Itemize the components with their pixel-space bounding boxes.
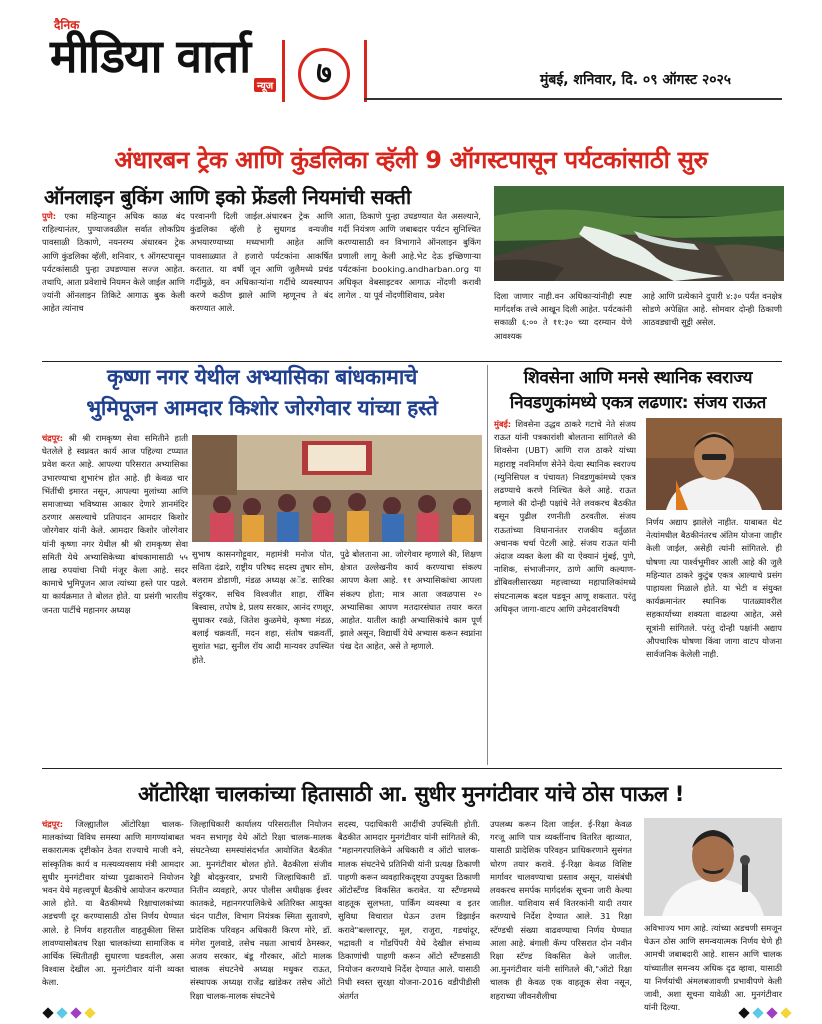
story4-col1 (42, 818, 184, 1018)
page-number: ७ (316, 56, 332, 91)
story4-photo-mungantiwar (644, 818, 782, 916)
column-divider (487, 365, 488, 765)
story3-headline-line1: शिवसेना आणि मनसे स्थानिक स्वराज्य (523, 368, 753, 388)
masthead-divider (282, 40, 285, 102)
masthead-tag: दैनिक (54, 18, 80, 32)
masthead-suffix: न्यूज (254, 78, 276, 92)
story4-headline: ऑटोरिक्षा चालकांच्या हितासाठी आ. सुधीर मुनगंटीवार यांचे ठोस पाऊल ! (137, 782, 685, 806)
story4-col4-text: उपलब्ध करून दिला जाईल. ई-रिक्षा केवळ गरजू आणि पात्र व्यक्तींनाच वितरित व्हाव्यात, यासाठी प्रादेशिक परिवहन प्राधिकरणाने सुसंगत धोरण तयार करावे. ई-रिक्षा केवळ विशिष्ट मार्गावर चालवण्याचा प्रस्ताव असून, यासंबंधी लवकरच समर्पक मार्गदर्शक सूचना जारी केल्या जातील. याशिवाय सर्व वितरकांनी यादी तयार करण्याचे निर्देश देण्यात आले. 31 रिक्षा स्टॅण्डची संख्या वाढवण्याचा निर्णय घेण्यात आला आहे. बंगाली कॅम्प परिसरात दोन नवीन रिक्षा स्टॅण्ड विकसित केले जातील. आ.मुनगंटीवार यांनी सांगितले की,"ऑटो रिक्षा चालक ही केवळ एक वाहतूक सेवा नसून, शहराच्या जीवनशैलीचा (490, 819, 632, 1001)
story2-col2-text: सुभाष कासनगोट्टूवार, महामंत्री मनोज पोत, सविता दंढारे, राष्ट्रीय परिषद सदस्य तुषार सोम, बलराम डोडाणी, मंडळ अध्यक्ष अॅड. सारिका संदुरकर, सचिव विश्वजीत शाहा, रॉबिन बिस्वास, तपोष डे, प्रलय सरकार, आनंद रणशूर, सुधाकर रवळे, जितेश कुळमेथे, कृष्णा मंडळ, बलाई चक्रवर्ती, मदन शहा, संतोष चक्रवर्ती, सुशांत भद्रा, सुनील रॉय आदी मान्यवर उपस्थित होते. (192, 549, 334, 665)
story4-col2 (190, 818, 332, 1018)
bhoomipujan-event-image (192, 435, 482, 542)
story2-headline-line1: कृष्णा नगर येथील अभ्यासिका बांधकामाचे (106, 365, 418, 389)
story1-col2 (190, 210, 333, 354)
masthead-divider-right (364, 40, 367, 102)
story1-bottom-rule (42, 361, 782, 362)
story4-col3-text: सदस्य, पदाधिकारी आदींची उपस्थिती होती. बैठकीत आमदार मुनगंटीवार यांनी सांगितले की, "महानगरपालिकेने अधिकारी व ऑटो चालक-मालक संघटनेचे प्रतिनिधी यांनी प्रत्यक्ष ठिकाणी पाहणी करून व्यवहारिकदृष्ट्या उपयुक्त ठिकाणी ऑटोस्टँण्ड विकसित करावेत. या स्टँण्डमध्ये वाहतूक सुलभता, पार्किंग व्यवस्था व इतर सुविधा विचारात घेऊन उत्तम डिझाईन करावे"बल्लारपूर, मूल, राजुरा, गडचांदूर, भद्रावती व गोंडपिंपरी येथे देखील संभाव्य ठिकाणांची पाहणी करून ऑटो स्टँण्डसाठी नियोजन करण्याचे निर्देश देण्यात आले. यासाठी निधी स्वस्त सुरक्षा योजना-2016 वडीपीडीसी अंतर्गत (338, 819, 480, 1001)
story1-col4 (494, 290, 632, 356)
decor-dot (84, 1007, 95, 1018)
decor-dots-right (740, 1009, 790, 1017)
story1-headline: अंधारबन ट्रेक आणि कुंडलिका व्हॅली 9 ऑगस्टपासून पर्यटकांसाठी सुरु (114, 146, 708, 174)
dateline: मुंबई, शनिवार, दि. ०९ ऑगस्ट २०२५ (540, 72, 732, 88)
decor-dot (780, 1007, 791, 1018)
story3-dateline: मुंबई: (494, 419, 512, 429)
story1-col3-text: आता, ठिकाणे पुन्हा उघडण्यात येत असल्याने, गर्दी नियंत्रण आणि जबाबदार पर्यटन सुनिश्चित करण्यासाठी वन विभागाने ऑनलाइन बुकिंग प्रणाली लागू केली आहे.भेट देऊ इच्छिणाऱ्या पर्यटकांना booking.andharban.org या अधिकृत वेबसाइटवर आगाऊ नोंदणी करावी लागेल . या पूर्व नोंदणीशिवाय, प्रवेश (338, 211, 481, 301)
story4-col2-text: जिल्हाधिकारी कार्यालय परिसरातील नियोजन भवन सभागृह येथे ऑटो रिक्षा चालक-मालक संघटनेच्या समस्यांसंदर्भात आयोजित बैठकीत आ. मुनगंटीवार बोलत होते. बैठकीला संजीव रेड्डी बोदकुरवार, प्रभारी जिल्हाधिकारी डॉ. नितीन व्यवहारे, अपर पोलीस अधीक्षक ईश्वर कातकडे, महानगरपालिकेचे अतिरिक्त आयुक्त चंदन पाटील, विभाग नियंत्रक स्मिता सुतावणे, प्रादेशिक परिवहन अधिकारी किरण मोरे, डॉ. मंगेश गुलवाडे, तसेच नम्रता आचार्य ठेमस्कर, अजय सरकार, बंडू गौरकार, ऑटो मालक चालक संघटनेचे अध्यक्ष मधुकर राऊत, संस्थापक अध्यक्ष राजेंद्र खांडेकर तसेच ऑटो रिक्षा चालक-मालक संघटनेचे (190, 819, 332, 1001)
story3-col-right-text: निर्णय अद्याप झालेले नाहीत. याबाबत थेट नेत्यांमधील बैठकीनंतरच अंतिम योजना जाहीर केली जाईल, असेही त्यांनी सांगितले. ही घोषणा त्या पार्श्वभूमीवर आली आहे की जुलै महिन्यात ठाकरे कुटुंब एकत्र आल्याचे प्रसंग पाहायला मिळाले होते. या भेटी व संयुक्त कार्यक्रमानंतर स्थानिक पातळ्यावरील सहकार्याच्या शक्यता वाढल्या आहेत, असे सूत्रांनी सांगितले. परंतु दोन्ही पक्षांनी अद्याप औपचारिक घोषणा किंवा जागा वाटप योजना सार्वजनिक केलेली नाही. (646, 517, 782, 660)
story1-col5 (642, 290, 782, 356)
story2-headline-line2: भुमिपूजन आमदार किशोर जोरगेवार यांच्या हस्ते (86, 396, 438, 420)
masthead (0, 0, 822, 110)
story4-col3 (338, 818, 480, 1018)
story4-col1-text: जिल्ह्यातील ऑटोरिक्षा चालक-मालकांच्या विविध समस्या आणि मागण्यांबाबत सकारात्मक दृष्टीकोन ठेवत राज्याचे माजी वने, सांस्कृतिक कार्य व मत्स्यव्यवसाय मंत्री आमदार सुधीर मुनगंटीवार यांच्या पुढाकाराने नियोजन भवन येथे महत्त्वपूर्ण बैठकीचे आयोजन करण्यात आले होते. या बैठकीमध्ये रिक्षाचालकांच्या अडचणी दूर करण्यासाठी ठोस निर्णय घेण्यात आले. हे निर्णय शहरातील वाहतुकीला शिस्त लावण्यासोबतच रिक्षा चालकांच्या सामाजिक व आर्थिक स्थितीतही सुधारणा घडवतील, असा विश्वास देखील आ. मुनगंटीवार यांनी व्यक्त केला. (42, 819, 184, 988)
story1-col2-text: परवानगी दिली जाईल.अंधारबन ट्रेक आणि कुंडलिका व्हॅली हे सुधागड वन्यजीव अभयारण्याच्या मध्यभागी आहेत आणि पावसाळ्यात ते हजारो पर्यटकांना आकर्षित करतात. या वर्षी जून आणि जुलैमध्ये प्रचंड गर्दीमुळे, वन अधिकाऱ्यांना गर्दीचे व्यवस्थापन करणे कठीण झाले आणि म्हणूनच ते बंद करण्यात आले. (190, 211, 333, 314)
portrait-image (644, 818, 782, 916)
decor-dot (56, 1007, 67, 1018)
waterfall-image (494, 186, 784, 281)
story3-col-left (494, 418, 636, 764)
decor-dot (42, 1007, 53, 1018)
story2-col3 (340, 548, 482, 764)
decor-dot (738, 1007, 749, 1018)
page-number-badge (298, 48, 350, 100)
story1-dateline: पुणे: (42, 211, 57, 221)
portrait-image (646, 418, 782, 510)
story1-subhead: ऑनलाइन बुकिंग आणि इको फ्रेंडली नियमांची सक्ती (44, 185, 411, 209)
story2-dateline: चंद्रपूर: (42, 433, 64, 443)
story1-col4-text: दिला जाणार नाही.वन अधिकाऱ्यांनीही स्पष्ट मार्गदर्शक तत्त्वे आखून दिली आहेत. पर्यटकांनी सकाळी ६:०० ते ११:३० च्या दरम्यान येणे आवश्यक (494, 291, 632, 341)
story2-col1-text: श्री श्री रामकृष्ण सेवा समितीने हाती घेतलेले हे स्वप्नवत कार्य आज पहिल्या टप्प्यात प्रवेश करत आहे. आपल्या परिसरात अभ्यासिका उभारण्याचा शुभारंभ होत आहे. ही केवळ चार भिंतींची इमारत नसून, आपल्या मुलांच्या आणि समाजाच्या भविष्यास आकार देणारे ज्ञानमंदिर ठरणार असल्याचे प्रतिपादन आमदार किशोर जोरगेवार यांनी केले. आमदार किशोर जोरगेवार यांनी कृष्णा नगर येथील श्री श्री रामकृष्ण सेवा समिती येथे अभ्यासिकेच्या बांधकामासाठी ५५ लाख रुपयांचा निधी मंजूर केला आहे. सदर कामाचे भुमिपूजन आज त्यांच्या हस्ते पार पडले. या कार्यक्रमात ते बोलत होते. या प्रसंगी भारतीय जनता पार्टीचे महानगर अध्यक्ष (42, 433, 188, 615)
masthead-rule (364, 98, 782, 100)
story2-col2 (192, 548, 334, 764)
story1-photo-waterfall (494, 186, 784, 281)
story4-col5-text: अविभाज्य भाग आहे. त्यांच्या अडचणी समजून घेऊन ठोस आणि समन्वयात्मक निर्णय घेणे ही आमची जबाबदारी आहे. शासन आणि चालक यांच्यातील समन्वय अधिक दृढ व्हावा, यासाठी या निर्णयांची अंमलबजावणी प्रभावीपणे केली जावी, अशा सूचना यावेळी आ. मुनगंटीवार यांनी दिल्या. (644, 923, 782, 1013)
decor-dots-left (44, 1009, 94, 1017)
story4-dateline: चंद्रपूर: (42, 819, 64, 829)
story3-bottom-rule (42, 768, 782, 769)
story4-col5 (644, 922, 782, 1018)
story3-col-left-text: शिवसेना उद्धव ठाकरे गटाचे नेते संजय राऊत यांनी पत्रकारांशी बोलताना सांगितले की शिवसेना (UBT) आणि राज ठाकरे यांच्या महाराष्ट्र नवनिर्माण सेनेने येत्या स्थानिक स्वराज्य (म्युनिसिपल व पंचायत) निवडणुकांमध्ये एकत्र लढण्याचे करणे निश्चित केले आहे. राऊत म्हणाले की दोन्ही पक्षांचे नेते लवकरच बैठकीत बसून पुढील रणनीती ठरवतील. संजय राऊतांच्या विधानानंतर राजकीय वर्तुळात अचानक चर्चा पेटली आहे. संजय राऊत यांनी अंदाज व्यक्त केला की या ऐक्यानं मुंबई, पुणे, नाशिक, संभाजीनगर, ठाणे आणि कल्याण-डोंबिवलीसारख्या महत्त्वाच्या महापालिकांमध्ये संघटनात्मक बदल घडवून आणू शकतात. परंतु अधिकृत जागा-वाटप आणि उमेदवारविषयी (494, 419, 636, 614)
decor-dot (752, 1007, 763, 1018)
story1-col1-text: एका महिन्याहून अधिक काळ बंद राहिल्यानंतर, पुण्याजवळील सर्वात लोकप्रिय पावसाळी ठिकाणे, नयनरम्य अंधारबन ट्रेक आणि कुंडलिका व्हॅली, शनिवार, ९ ऑगस्टपासून पर्यटकांसाठी पुन्हा उघडण्यास सज्ज आहेत. तथापि, आता प्रवेशाचे नियमन केले जाईल आणि ज्यांनी ऑनलाइन तिकिटे आगाऊ बुक केली आहेत त्यांनाच (42, 211, 185, 314)
story1-col1 (42, 210, 185, 354)
story3-headline-line2: निवडणुकांमध्ये एकत्र लढणार: संजय राऊत (509, 393, 767, 413)
masthead-title: मीडिया वार्ता (50, 29, 251, 83)
story2-col3-text: पुढे बोलताना आ. जोरगेवार म्हणाले की, शिक्षण क्षेत्रात उल्लेखनीय कार्य करण्याचा संकल्प आपण केला आहे. ११ अभ्यासिकांचा आपला संकल्प होता; मात्र आता जवळपास २० अभ्यासिका आपण मतदारसंघात तयार करत आहोत. यातील काही अभ्यासिकांचे काम पूर्ण झाले असून, विद्यार्थी येथे अभ्यास करून स्वप्नांना पंख देत आहेत, असे ते म्हणाले. (340, 549, 482, 652)
story3-photo-sanjay-raut (646, 418, 782, 510)
story2-photo-event (192, 435, 482, 542)
decor-dot (70, 1007, 81, 1018)
story4-col4 (490, 818, 632, 1018)
story3-col-right (646, 516, 782, 764)
decor-dot (766, 1007, 777, 1018)
story1-col5-text: आहे आणि प्रत्येकाने दुपारी ४:३० पर्यंत वनक्षेत्र सोडणे अपेक्षित आहे. सोमवार दोन्ही ठिकाणी आठवड्याची सुट्टी असेल. (642, 291, 782, 328)
story1-col3 (338, 210, 481, 354)
story2-col1 (42, 432, 188, 764)
